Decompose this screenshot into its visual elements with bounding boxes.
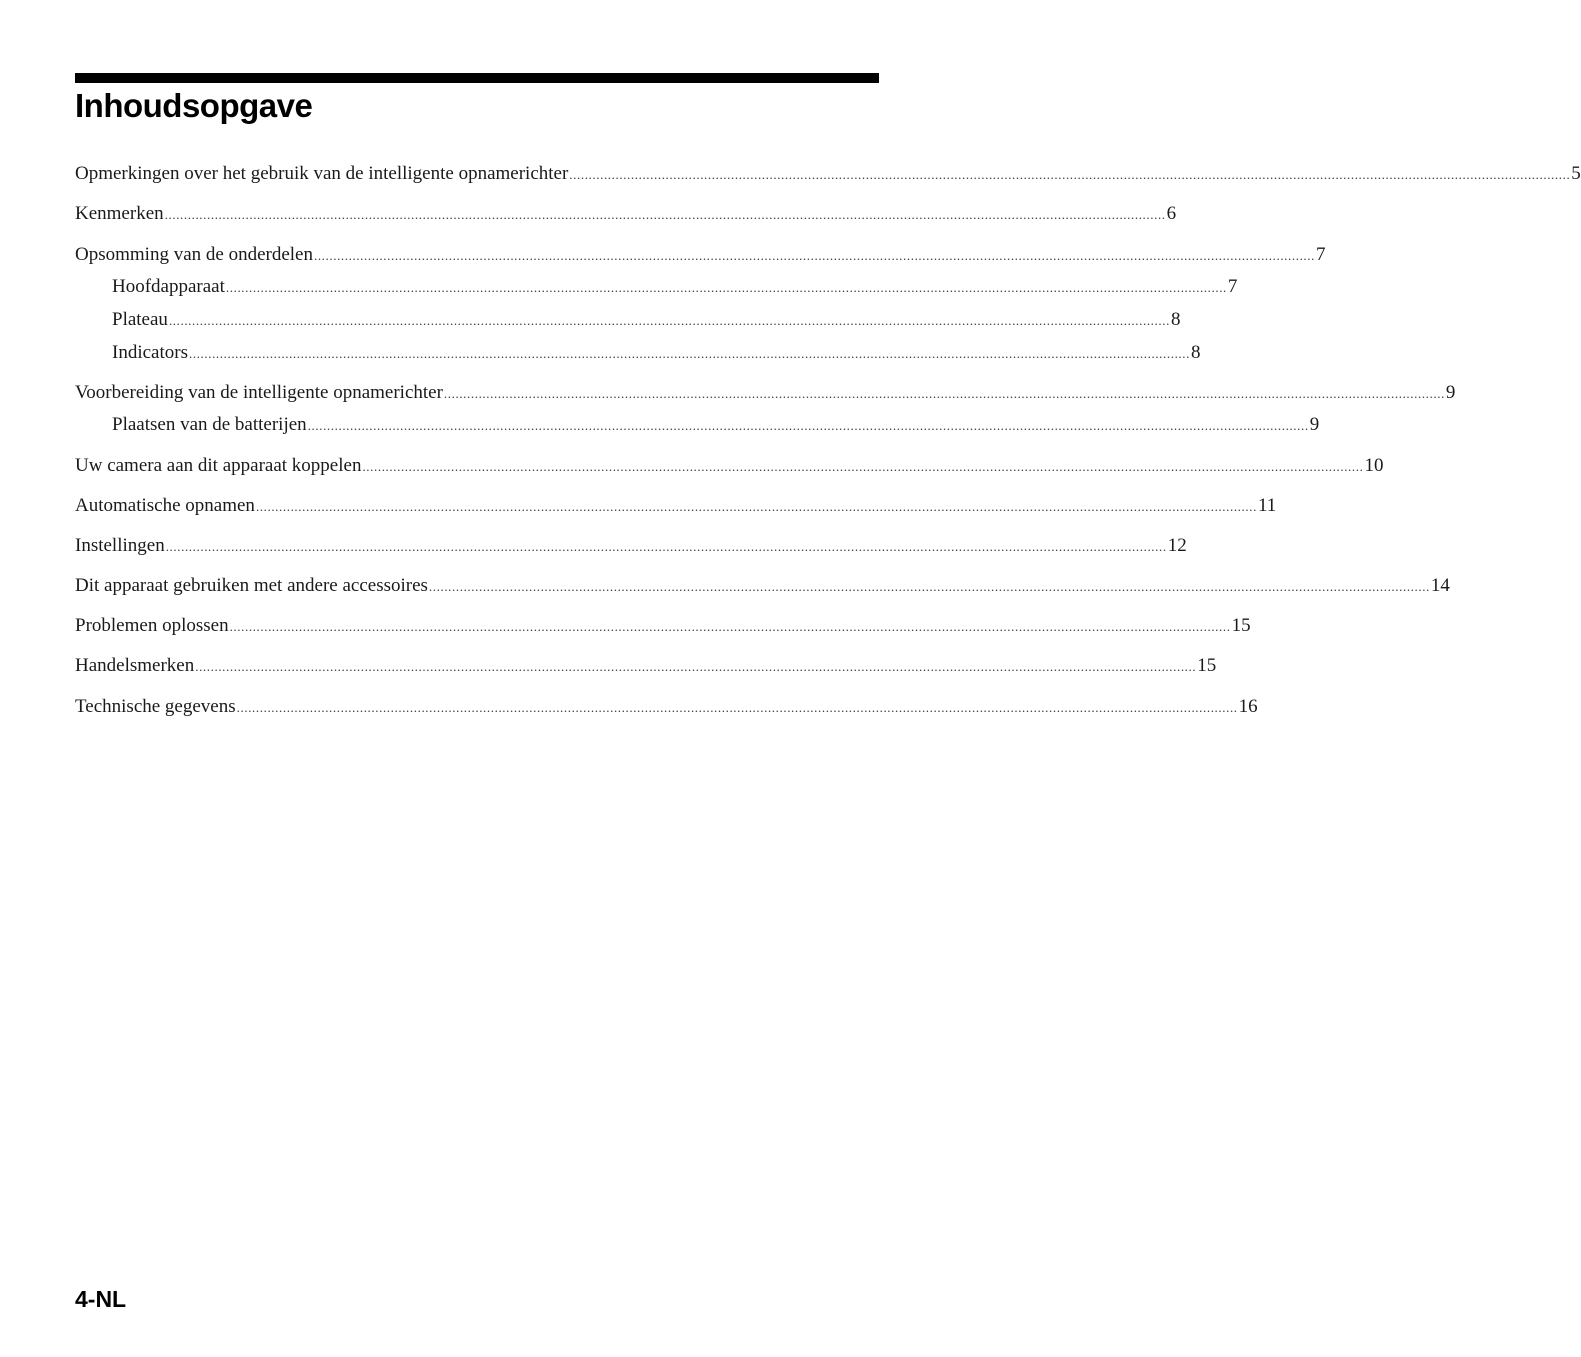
toc-entry-accessoires[interactable] (75, 573, 1450, 599)
toc-entry-camera-koppelen[interactable] (75, 453, 1384, 479)
toc-entry-page: 8 (1190, 342, 1201, 363)
dot-leader: .................................................................................................................................................................................................................................................................... (168, 313, 1170, 328)
toc-entry-page: 6 (1166, 203, 1177, 224)
toc-entry-page: 14 (1430, 575, 1450, 596)
toc-entry-batterijen[interactable] (112, 412, 1320, 438)
toc-entry-page: 5 (1571, 163, 1581, 184)
toc-entry-page: 11 (1257, 495, 1277, 516)
toc-entry-label: Instellingen (75, 535, 165, 556)
table-of-contents (75, 0, 1581, 1357)
toc-entry-plateau[interactable] (112, 307, 1181, 333)
toc-entry-label: Kenmerken (75, 203, 164, 224)
toc-entry-problemen-oplossen[interactable] (75, 613, 1251, 639)
toc-entry-label: Uw camera aan dit apparaat koppelen (75, 455, 362, 476)
toc-entry-label: Opmerkingen over het gebruik van de intelligente opnamerichter (75, 163, 569, 184)
page-title: Inhoudsopgave (75, 87, 313, 124)
toc-entry-instellingen[interactable] (75, 533, 1187, 559)
dot-leader: .................................................................................................................................................................................................................................................................... (569, 167, 1571, 182)
dot-leader: .................................................................................................................................................................................................................................................................... (428, 579, 1430, 594)
toc-entry-page: 16 (1238, 696, 1258, 717)
toc-entry-kenmerken[interactable] (75, 201, 1177, 227)
toc-entry-page: 9 (1445, 382, 1456, 403)
toc-entry-hoofdapparaat[interactable] (112, 274, 1238, 300)
toc-entry-label: Technische gegevens (75, 696, 236, 717)
toc-entry-indicators[interactable] (112, 340, 1201, 366)
dot-leader: .................................................................................................................................................................................................................................................................... (225, 280, 1227, 295)
toc-entry-page: 10 (1364, 455, 1384, 476)
toc-entry-opsomming[interactable] (75, 242, 1326, 268)
dot-leader: .................................................................................................................................................................................................................................................................... (313, 248, 1315, 263)
toc-entry-page: 8 (1170, 309, 1181, 330)
dot-leader: .................................................................................................................................................................................................................................................................... (307, 418, 1309, 433)
dot-leader: .................................................................................................................................................................................................................................................................... (236, 700, 1238, 715)
toc-entry-label: Plaatsen van de batterijen (112, 414, 307, 435)
toc-entry-label: Automatische opnamen (75, 495, 255, 516)
toc-entry-automatische-opnamen[interactable] (75, 493, 1277, 519)
toc-entry-page: 15 (1197, 655, 1217, 676)
toc-entry-voorbereiding[interactable] (75, 380, 1456, 406)
toc-entry-page: 9 (1309, 414, 1320, 435)
toc-entry-page: 7 (1227, 276, 1238, 297)
toc-entry-label: Dit apparaat gebruiken met andere accessoires (75, 575, 428, 596)
dot-leader: .................................................................................................................................................................................................................................................................... (195, 659, 1197, 674)
dot-leader: .................................................................................................................................................................................................................................................................... (255, 499, 1257, 514)
toc-entry-label: Hoofdapparaat (112, 276, 225, 297)
toc-entry-technische-gegevens[interactable] (75, 694, 1258, 720)
toc-entry-label: Indicators (112, 342, 188, 363)
dot-leader: .................................................................................................................................................................................................................................................................... (188, 346, 1190, 361)
dot-leader: .................................................................................................................................................................................................................................................................... (165, 539, 1167, 554)
toc-entry-label: Opsomming van de onderdelen (75, 244, 313, 265)
toc-entry-page: 7 (1315, 244, 1326, 265)
toc-entry-label: Plateau (112, 309, 168, 330)
toc-entry-page: 12 (1167, 535, 1187, 556)
dot-leader: .................................................................................................................................................................................................................................................................... (229, 619, 1231, 634)
toc-entry-label: Problemen oplossen (75, 615, 229, 636)
toc-entry-opmerkingen[interactable] (75, 161, 1581, 187)
dot-leader: .................................................................................................................................................................................................................................................................... (443, 386, 1445, 401)
dot-leader: .................................................................................................................................................................................................................................................................... (164, 207, 1166, 222)
toc-entry-label: Voorbereiding van de intelligente opnamerichter (75, 382, 443, 403)
toc-entry-handelsmerken[interactable] (75, 653, 1217, 679)
toc-entry-label: Handelsmerken (75, 655, 195, 676)
dot-leader: .................................................................................................................................................................................................................................................................... (362, 459, 1364, 474)
toc-entry-page: 15 (1231, 615, 1251, 636)
page-number: 4-NL (75, 1286, 127, 1312)
